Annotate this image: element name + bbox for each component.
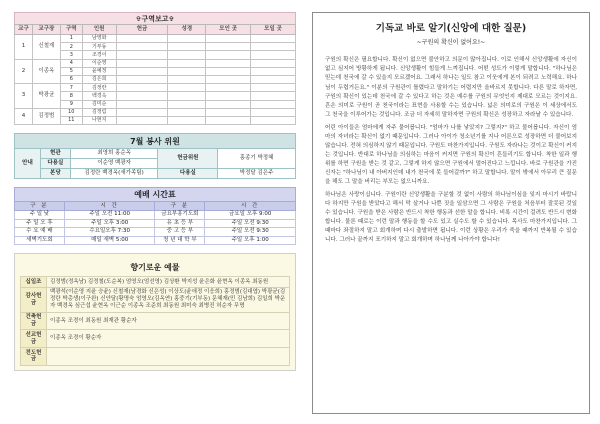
col-parish-leader: 교구장 <box>32 25 60 35</box>
worship-time: 수요일오후 7:30 <box>64 228 155 237</box>
col-members: 인원 <box>82 25 116 35</box>
met-place-cell[interactable] <box>206 43 251 51</box>
col-district: 구역 <box>60 25 82 35</box>
article-paragraph: 하나님은 사랑이십니다. 구원이란 신앙생활을 구분할 것 없이 사람의 하나님이심을 잊지 마시기 바랍니다 하지만 구원을 받았다고 해서 막 살거나 나쁜 짓을 일삼으면 그 사람은 구원을 처음부터 잘못된 것일 수 있습니다. 구원을 받은 사람은 반드시 착한 행동과 선한 말을 합니다. 비록 시간이 걸려도 반드시 변화합니다. 물론 때로는 이런 말과 행동을 할 수도 있고 실수도 할 수 있습니다. 목사도 마찬가지입니다. 그때마다 좌절하지 말고 회개하며 다시 출발하면 됩니다. 이런 상황은 우리가 죽을 때까지 반복될 수 있습니다. 그러나 끝까지 포기하지 말고 회개하며 하나님께 나아가야 합니다! <box>325 192 577 244</box>
report-title: ✞구역보고✞ <box>14 12 296 24</box>
report-row <box>15 59 296 67</box>
met-place-cell[interactable] <box>206 92 251 100</box>
district-number: 2 <box>60 43 82 51</box>
district-number: 3 <box>60 51 82 59</box>
bible-cell[interactable] <box>168 116 206 124</box>
vol-key: 현관 <box>40 149 70 159</box>
district-number: 6 <box>60 75 82 83</box>
worship-type: 유 초 등 부 <box>155 219 205 228</box>
article-paragraph: 구원의 확신은 필요합니다. 확신이 없으면 불안하고 의문이 많아집니다. 이로 인해서 신앙생활에 자신이 없고 심지어 방황하게 됩니다. 신앙생활이 힘들게 느껴집니다. 어떤 성도가 이렇게 말합니다. "하나님은 믿는데 천국에 갈 수 있을지 모르겠어요. 그래서 하나는 일도 참고 이웃에게 본이 되려고 노력해요. 하나님이 두렵거든요." 이분의 구원관이 틀렸다고 말하기는 어렵지만 올바르지 못합니다. 다른 말로 하자면, 구원의 확신이 있는데 천국에 갈 수 있다고 하는 것은 예수를 구원의 무엇인지 제대로 모르는 것이지요. 흔은 의미로 구원이 곧 천국이라는 표현을 사용할 수는 있습니다. 넓은 의미로의 구원은 이 세상에서도 그 천국을 이루어가는 것입니다. 조금 더 자세히 말하자면 구원의 확신은 성장하고 자라날 수 있습니다. <box>325 57 577 118</box>
next-place-cell[interactable] <box>251 116 296 124</box>
parish-number: 4 <box>15 108 33 124</box>
offering-cell[interactable] <box>116 100 168 108</box>
district-leader: 이순영 <box>82 59 116 67</box>
col-offering: 헌금 <box>116 25 168 35</box>
offering-row <box>21 312 290 330</box>
ws-col-time: 시 간 <box>205 202 296 211</box>
worship-type: 주 일 오 후 <box>15 219 65 228</box>
offering-type: 건축헌금 <box>21 312 47 330</box>
worship-title: 예배 시간표 <box>14 187 296 201</box>
worship-time: 주일 오전 9:30 <box>205 219 296 228</box>
offering-names: 김정범(정옥남) 김정철(도순복) 엄영오(엄선영) 김상환 박지성 윤은화 윤현옥 이종옥 최동원 <box>47 277 290 288</box>
offering-cell[interactable] <box>116 75 168 83</box>
bible-cell[interactable] <box>168 43 206 51</box>
bible-cell[interactable] <box>168 67 206 75</box>
district-leader: 기부동 <box>82 43 116 51</box>
offering-cell[interactable] <box>116 51 168 59</box>
offering-committee-label: 헌금위원 <box>158 149 218 169</box>
col-next-place: 모일 곳 <box>251 25 296 35</box>
report-body <box>15 35 296 125</box>
worship-time: 주일 오전 9:30 <box>205 228 296 237</box>
next-place-cell[interactable] <box>251 59 296 67</box>
offering-type: 감사헌금 <box>21 287 47 312</box>
bible-cell[interactable] <box>168 75 206 83</box>
met-place-cell[interactable] <box>206 35 251 43</box>
vol-key: 본당 <box>40 169 70 179</box>
worship-row <box>15 236 296 245</box>
worship-type: 주 일 낮 <box>15 211 65 220</box>
report-header-row <box>15 25 296 35</box>
vol-value: 최영희 홍순옥 <box>70 149 158 159</box>
district-leader: 나현지 <box>82 116 116 124</box>
col-parish: 교구 <box>15 25 33 35</box>
offering-row <box>21 348 290 366</box>
met-place-cell[interactable] <box>206 108 251 116</box>
volunteer-title: 7월 봉사 위원 <box>14 133 296 148</box>
bible-cell[interactable] <box>168 51 206 59</box>
worship-table <box>14 201 296 245</box>
extra-label: 다용실 <box>158 169 218 179</box>
offering-cell[interactable] <box>116 43 168 51</box>
next-place-cell[interactable] <box>251 92 296 100</box>
district-leader: 김정란 <box>82 84 116 92</box>
parish-number: 1 <box>15 35 33 60</box>
offering-cell[interactable] <box>116 84 168 92</box>
offering-cell[interactable] <box>116 35 168 43</box>
met-place-cell[interactable] <box>206 100 251 108</box>
district-leader: 조경이 <box>82 51 116 59</box>
next-place-cell[interactable] <box>251 100 296 108</box>
met-place-cell[interactable] <box>206 75 251 83</box>
offering-committee-value: 홍종기 박정혜 <box>218 149 296 169</box>
worship-row <box>15 211 296 220</box>
volunteer-row <box>15 149 296 159</box>
district-number: 8 <box>60 92 82 100</box>
next-place-cell[interactable] <box>251 67 296 75</box>
worship-row <box>15 228 296 237</box>
bible-cell[interactable] <box>168 59 206 67</box>
volunteer-table <box>14 148 296 179</box>
met-place-cell[interactable] <box>206 67 251 75</box>
offering-cell[interactable] <box>116 116 168 124</box>
offering-row <box>21 330 290 348</box>
district-leader: 김미순 <box>82 100 116 108</box>
volunteer-row <box>15 169 296 179</box>
bible-cell[interactable] <box>168 92 206 100</box>
ws-col-type: 구 분 <box>15 202 65 211</box>
offering-names: 이종옥 조경이 최동원 최재관 황순자 <box>47 312 290 330</box>
bible-cell[interactable] <box>168 35 206 43</box>
met-place-cell[interactable] <box>206 84 251 92</box>
report-row <box>15 35 296 43</box>
bible-cell[interactable] <box>168 84 206 92</box>
parish-number: 3 <box>15 84 33 109</box>
ws-col-time: 시 간 <box>64 202 155 211</box>
district-number: 10 <box>60 108 82 116</box>
district-leader: 백경옥 <box>82 92 116 100</box>
bible-cell[interactable] <box>168 108 206 116</box>
district-number: 4 <box>60 59 82 67</box>
offering-row <box>21 277 290 288</box>
worship-row <box>15 219 296 228</box>
worship-time: 주일 오전 11:00 <box>64 211 155 220</box>
offering-cell[interactable] <box>116 67 168 75</box>
district-number: 7 <box>60 84 82 92</box>
worship-type: 새벽기도회 <box>15 236 65 245</box>
met-place-cell[interactable] <box>206 59 251 67</box>
worship-type: 중 고 등 부 <box>155 228 205 237</box>
offering-type: 선교헌금 <box>21 330 47 348</box>
parish-leader: 이종옥 <box>32 59 60 84</box>
next-place-cell[interactable] <box>251 108 296 116</box>
district-number: 5 <box>60 67 82 75</box>
offering-names: 백광석(이순영 지윤 승윤) 신철재(남경화 신은성) 이상도(윤애정 이응희) 홍정범(김대엽) 박광균(김정란 박총생(이구완) 신안달(황명숙 엄영오(김옥연) 홍중기(기부동) 문혜재(민 김남희) 김일희 박운자 백경옥 심근섭 윤현옥 이근순 이종옥 조준희 최동원 최미숙 최병진 허순자 무명 <box>47 287 290 312</box>
article-paragraph: 어린 아이들은 엄마에게 자주 물어봅니다. "엄마가 나를 낳았지? 그렇지?" 하고 물어봅니다. 자신이 엄마의 자녀라는 확신이 없기 때문입니다. 그러나 아이가 청소년기를 지나 어른으로 성장하면 더 물어보지 않습니다. 전혀 의심하지 않기 때문입니다. 구원도 마찬가지입니다. 구원도 자라나는 것이고 확신이 커지는 것입니다. 반대로 하나님을 의심하는 마음이 커지면 구원의 확신이 흔들리기도 합니다. 착한 일과 행위를 하면 구원을 받는 것 같고, 그렇게 하지 않으면 구원에서 멀어진다고 느낍니다. 바로 구원관을 가진 신자는 "하나님이 내 아버지인데 내가 천국에 못 들어갈까?" 하고 말합니다. 말이 밖에서 아무리 큰 질문을 해도 그 말을 버리는 부모는 없으니까요. <box>325 124 577 185</box>
report-row <box>15 108 296 116</box>
offerings-box <box>14 253 296 371</box>
next-place-cell[interactable] <box>251 84 296 92</box>
district-number: 11 <box>60 116 82 124</box>
worship-type: 수 요 예 배 <box>15 228 65 237</box>
offering-names: 이종옥 조경이 황순자 <box>47 330 290 348</box>
offerings-body <box>21 277 290 366</box>
offerings-table <box>20 276 290 366</box>
next-place-cell[interactable] <box>251 51 296 59</box>
offering-type: 전도헌금 <box>21 348 47 366</box>
vol-value: 이순영 백광자 <box>70 159 158 169</box>
next-place-cell[interactable] <box>251 75 296 83</box>
met-place-cell[interactable] <box>206 51 251 59</box>
guide-label: 안내 <box>15 149 41 179</box>
extra-value: 박정달 김은주 <box>218 169 296 179</box>
district-leader: 윤예정 <box>82 67 116 75</box>
worship-body <box>15 211 296 245</box>
col-met-place: 모인 곳 <box>206 25 251 35</box>
worship-type: 금요부흥기도회 <box>155 211 205 220</box>
bible-cell[interactable] <box>168 100 206 108</box>
offering-cell[interactable] <box>116 59 168 67</box>
parish-leader: 신철재 <box>32 35 60 60</box>
report-row <box>15 84 296 92</box>
parish-number: 2 <box>15 59 33 84</box>
article-title: 기독교 바로 알기(신앙에 대한 질문) <box>375 23 527 34</box>
worship-time: 주일 오후 1:00 <box>205 236 296 245</box>
parish-leader: 박광균 <box>32 84 60 109</box>
next-place-cell[interactable] <box>251 35 296 43</box>
offering-names <box>47 348 290 366</box>
district-leader: 남영화 <box>82 35 116 43</box>
worship-time: 매일 새벽 5:00 <box>64 236 155 245</box>
district-number: 9 <box>60 100 82 108</box>
worship-time: 주일 오후 3:00 <box>64 219 155 228</box>
district-number: 1 <box>60 35 82 43</box>
offering-row <box>21 287 290 312</box>
worship-time: 금요일 오후 9:00 <box>205 211 296 220</box>
district-leader: 김정림 <box>82 108 116 116</box>
parish-leader: 김정범 <box>32 108 60 124</box>
worship-type: 청 년 대 학 부 <box>155 236 205 245</box>
vol-key: 다용실 <box>40 159 70 169</box>
worship-header-row <box>15 202 296 211</box>
article-subtitle: ~구원의 확신이 없어요!~ <box>416 38 486 46</box>
offering-cell[interactable] <box>116 92 168 100</box>
next-place-cell[interactable] <box>251 43 296 51</box>
vol-value: 김정란 백경옥(새가족팀) <box>70 169 158 179</box>
left-column <box>14 12 296 371</box>
offerings-title: 향기로운 예물 <box>130 263 180 273</box>
offering-type: 십일조 <box>21 277 47 288</box>
report-table <box>14 24 296 125</box>
district-leader: 김은희 <box>82 75 116 83</box>
col-bible: 성경 <box>168 25 206 35</box>
met-place-cell[interactable] <box>206 116 251 124</box>
offering-cell[interactable] <box>116 108 168 116</box>
ws-col-type: 구 분 <box>155 202 205 211</box>
article-panel <box>312 12 590 414</box>
